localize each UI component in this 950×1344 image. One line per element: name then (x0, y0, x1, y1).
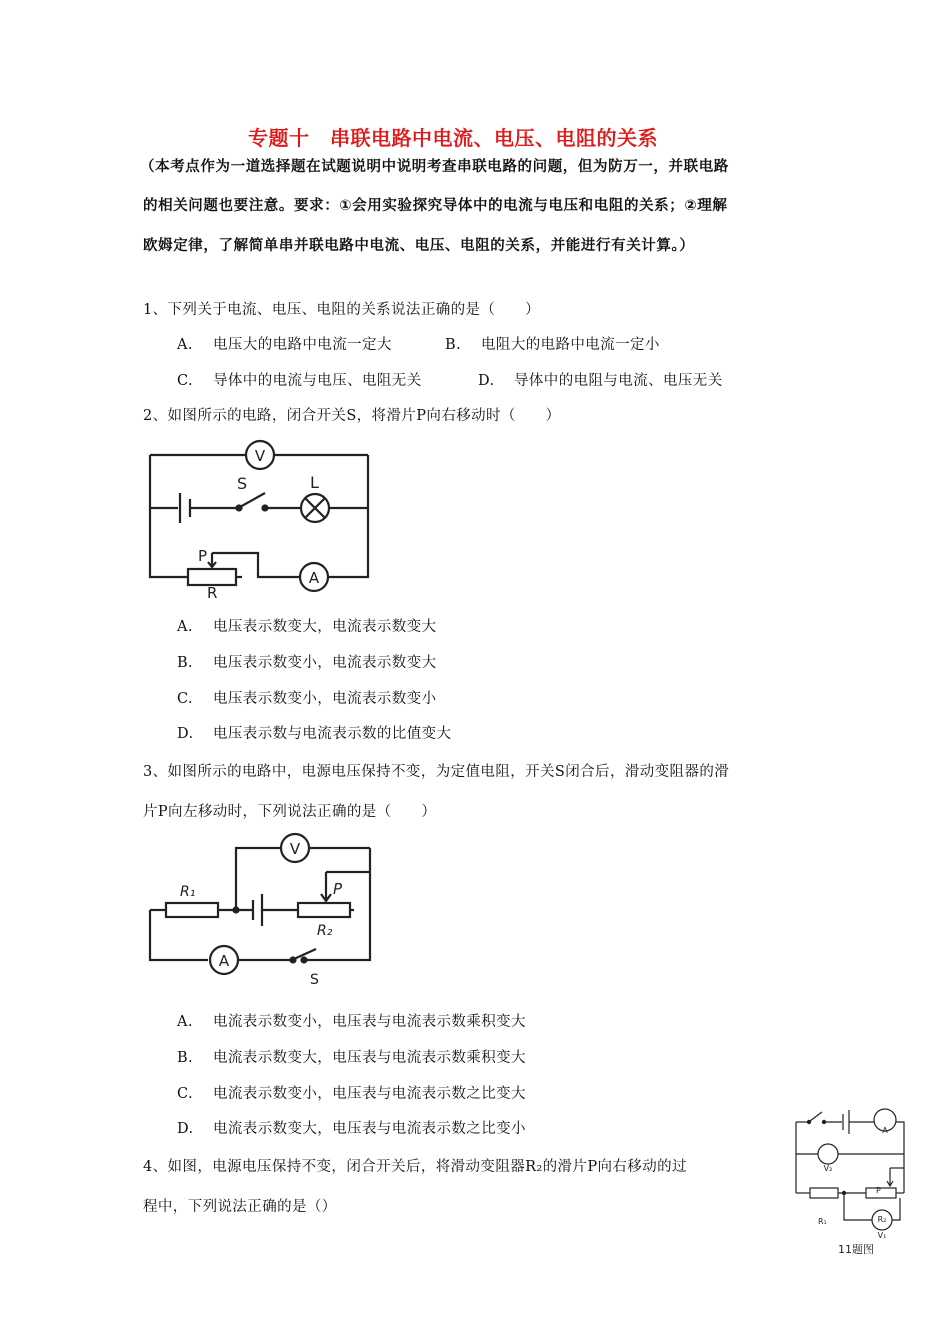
label-v: V (289, 840, 301, 858)
option-letter: A. (177, 619, 193, 635)
option-letter: D. (177, 1121, 194, 1137)
r2-rheostat-icon (298, 903, 350, 917)
q1-option-b[interactable] (445, 333, 660, 354)
q3-circuit-diagram (140, 828, 380, 988)
option-text: 导体中的电阻与电流、电压无关 (514, 373, 723, 389)
page-title: 专题十 串联电路中电流、电压、电阻的关系 (248, 126, 658, 150)
slider-arrow-icon (208, 553, 216, 567)
option-letter: C. (177, 1086, 193, 1102)
label-v2: V₂ (823, 1164, 833, 1173)
q2-circuit-diagram (140, 435, 380, 600)
intro-line-1: （本考点作为一道选择题在试题说明中说明考查串联电路的问题，但为防万一，并联电路 (140, 159, 729, 175)
intro-line-2: 的相关问题也要注意。要求：①会用实验探究导体中的电流与电压和电阻的关系；②理解 (143, 198, 728, 214)
label-r2: R₂ (877, 1215, 887, 1224)
switch-icon (240, 493, 265, 507)
label-a: A (308, 569, 320, 587)
label-s: S (310, 972, 319, 988)
option-text: 电压大的电路中电流一定大 (213, 337, 392, 353)
option-text: 电压表示数变小，电流表示数变小 (213, 691, 437, 707)
r1-resistor-icon (810, 1188, 838, 1198)
option-text: 电压表示数变大，电流表示数变大 (213, 619, 437, 635)
q4-stem-line-1: 4、如图，电源电压保持不变，闭合开关后，将滑动变阻器R₂的滑片P向右移动的过 (143, 1159, 687, 1175)
rheostat-icon (188, 569, 236, 585)
label-v: V (254, 447, 266, 465)
q4-circuit-diagram (788, 1098, 910, 1258)
switch-icon (810, 1112, 822, 1121)
option-text: 电流表示数变小，电压表与电流表示数之比变大 (213, 1086, 526, 1102)
label-s: S (237, 474, 248, 493)
label-p: P (333, 880, 343, 898)
label-a: A (882, 1126, 888, 1135)
r1-resistor-icon (166, 903, 218, 917)
q2-option-a[interactable] (177, 615, 437, 636)
option-text: 电流表示数变小，电压表与电流表示数乘积变大 (213, 1014, 526, 1030)
q2-option-b[interactable] (177, 651, 437, 672)
q3-option-a[interactable] (177, 1010, 526, 1031)
battery-icon (180, 493, 190, 523)
q2-option-d[interactable] (177, 722, 451, 743)
option-letter: B. (177, 655, 194, 671)
slider-arrow-icon (887, 1168, 893, 1186)
q2-option-c[interactable] (177, 687, 437, 708)
q1-stem: 1、下列关于电流、电压、电阻的关系说法正确的是（ ） (143, 302, 541, 318)
label-a: A (218, 952, 230, 970)
label-l: L (310, 473, 319, 492)
option-letter: D. (177, 726, 194, 742)
battery-icon (253, 894, 262, 926)
intro-line-3: 欧姆定律，了解简单串并联电路中电流、电压、电阻的关系，并能进行有关计算。） (143, 238, 695, 254)
q4-stem-line-2: 程中，下列说法正确的是（） (143, 1199, 337, 1215)
figure-caption: 11题图 (838, 1243, 874, 1256)
r2-rheostat-icon (866, 1188, 896, 1198)
option-letter: B. (445, 337, 462, 353)
q3-option-c[interactable] (177, 1082, 526, 1103)
option-letter: C. (177, 691, 193, 707)
label-r1: R₁ (180, 884, 196, 900)
label-p: P (876, 1186, 881, 1195)
option-letter: A. (177, 337, 193, 353)
option-text: 电压表示数与电流表示数的比值变大 (213, 726, 452, 742)
q1-option-d[interactable] (478, 369, 723, 390)
q3-option-b[interactable] (177, 1046, 526, 1067)
option-text: 电流表示数变大，电压表与电流表示数之比变小 (213, 1121, 526, 1137)
label-r: R (207, 584, 218, 600)
label-v1: V₁ (877, 1231, 887, 1240)
option-text: 电流表示数变大，电压表与电流表示数乘积变大 (213, 1050, 526, 1066)
option-text: 导体中的电流与电压、电阻无关 (213, 373, 422, 389)
option-letter: B. (177, 1050, 194, 1066)
option-letter: C. (177, 373, 193, 389)
label-r2: R₂ (317, 923, 333, 939)
v2-voltmeter-icon (818, 1144, 838, 1164)
q3-stem-line-1: 3、如图所示的电路中，电源电压保持不变，为定值电阻，开关S闭合后，滑动变阻器的滑 (143, 764, 730, 780)
option-text: 电阻大的电路中电流一定小 (481, 337, 660, 353)
q3-stem-line-2: 片P向左移动时，下列说法正确的是（ ） (143, 804, 437, 820)
q3-option-d[interactable] (177, 1117, 526, 1138)
battery-icon (843, 1110, 849, 1134)
option-letter: A. (177, 1014, 193, 1030)
option-letter: D. (478, 373, 495, 389)
q2-stem: 2、如图所示的电路，闭合开关S，将滑片P向右移动时（ ） (143, 408, 561, 424)
label-r1: R₁ (818, 1217, 827, 1226)
label-p: P (198, 547, 208, 565)
option-text: 电压表示数变小，电流表示数变大 (213, 655, 437, 671)
q1-option-c[interactable] (177, 369, 422, 390)
slider-arrow-icon (321, 872, 331, 901)
q1-option-a[interactable] (177, 333, 392, 354)
